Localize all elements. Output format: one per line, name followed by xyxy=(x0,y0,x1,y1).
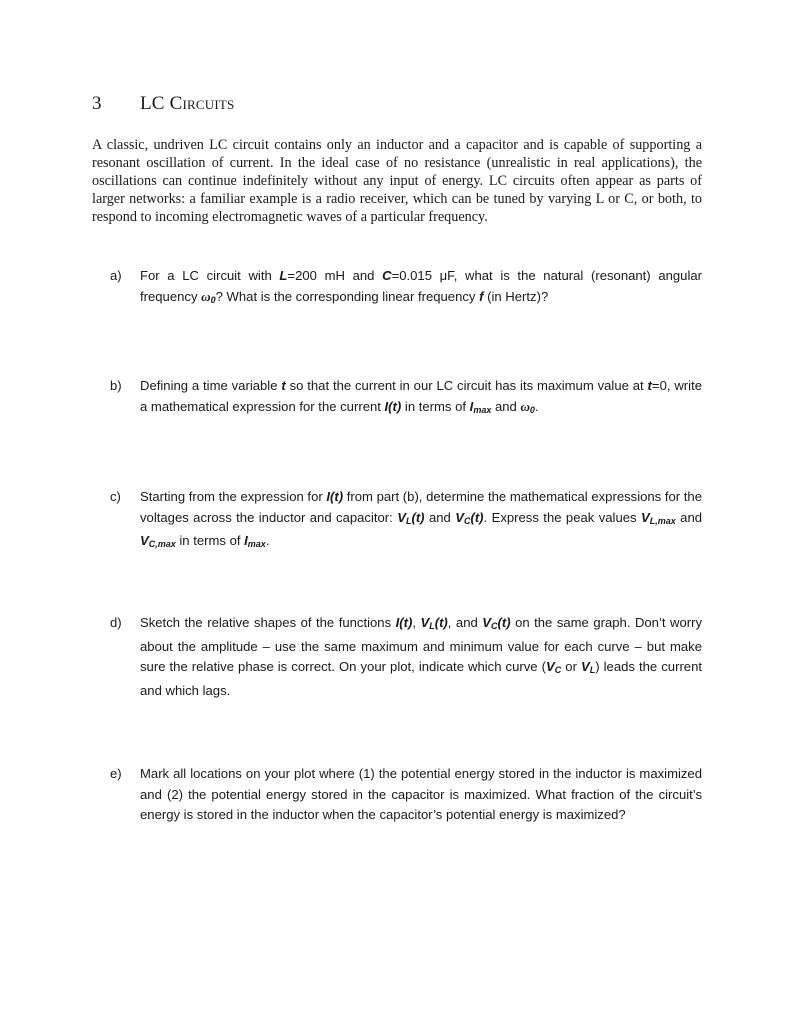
section-heading xyxy=(92,93,234,115)
question-b xyxy=(110,376,702,420)
question-e-text: Mark all locations on your plot where (1) the potential energy stored in the inductor is maximized and (2) the potential energy stored in the capacitor is maximized. What fraction of the circuit’s energy is stored in the inductor when the capacitor’s potential energy is maximized? xyxy=(140,766,702,822)
question-e xyxy=(110,764,702,826)
section-number: 3 xyxy=(92,93,102,114)
section-title: LC Circuits xyxy=(140,93,235,114)
question-a-label: a) xyxy=(110,268,122,283)
question-a-text: For a LC circuit with L=200 mH and C=0.015 μF, what is the natural (resonant) angular frequency $\omega_0$? What is the corresponding linear frequency f (in Hertz)? xyxy=(140,268,702,305)
question-b-label: b) xyxy=(110,378,122,393)
question-c xyxy=(110,487,702,555)
question-b-text: Defining a time variable t so that the current in our LC circuit has its maximum value at t=0, write a mathematical expression for the current I(t) in terms of $I_{max}$ and $\omega_0$. xyxy=(140,378,702,415)
question-e-label: e) xyxy=(110,766,122,781)
question-d xyxy=(110,613,702,701)
intro-paragraph: A classic, undriven LC circuit contains only an inductor and a capacitor and is capable of supporting a resonant oscillation of current. In the ideal case of no resistance (unrealistic in real applications), the oscillations can continue indefinitely without any input of energy. LC circuits often appear as parts of larger networks: a familiar example is a radio receiver, which can be tuned by varying L or C, or both, to respond to incoming electromagnetic waves of a particular frequency. xyxy=(92,137,702,225)
question-c-text: Starting from the expression for I(t) from part (b), determine the mathematical expressions for the voltages across the inductor and capacitor: $V_L(t)$ and $V_C(t)$. Express the peak values $V_{L,max}$ and $V_{C,max}$ in terms of $I_{max}$. xyxy=(140,489,703,549)
question-d-label: d) xyxy=(110,615,122,630)
question-d-text: Sketch the relative shapes of the functions I(t), $V_L(t)$, and $V_C(t)$ on the same graph. Don’t worry about the amplitude – use the same maximum and minimum value for each curve – but make sure the relative phase is correct. On your plot, indicate which curve ($V_C$ or $V_L$) leads the current and which lags. xyxy=(140,615,703,698)
question-a xyxy=(110,266,702,310)
question-c-label: c) xyxy=(110,489,121,504)
